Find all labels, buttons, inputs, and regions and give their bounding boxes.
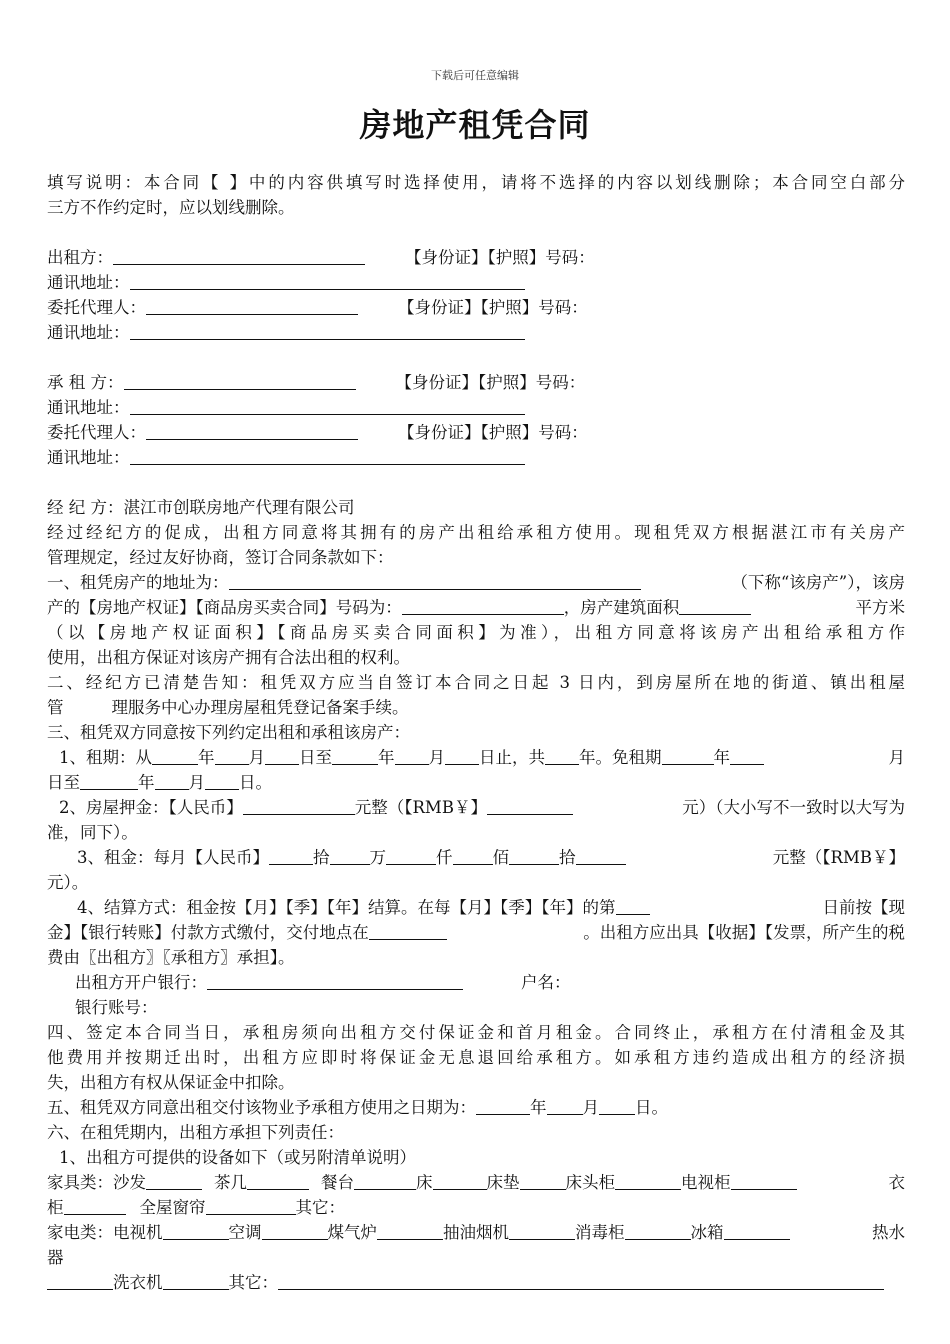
unit-bai: 佰 — [492, 848, 509, 867]
account-number-label: 银行账号： — [75, 998, 158, 1017]
term-end-day[interactable] — [445, 747, 479, 765]
deposit-line-2: 准，同下）。 — [47, 823, 138, 842]
tv-cabinet-field[interactable] — [731, 1172, 797, 1190]
term-years[interactable] — [545, 747, 579, 765]
unit-qian: 仟 — [436, 848, 453, 867]
month-label: 月 — [428, 748, 445, 767]
lessor-agent-field[interactable] — [146, 297, 358, 315]
term-start-day[interactable] — [265, 747, 299, 765]
year-label: 年 — [378, 748, 395, 767]
free-period-label: 年。免租期 — [579, 748, 662, 767]
handover-year[interactable] — [476, 1097, 530, 1115]
deposit-rmb-label: 元整（【RMB￥】 — [354, 798, 487, 817]
nightstand-label: 床头柜 — [565, 1173, 615, 1192]
clause6-equip: 1、出租方可提供的设备如下（或另附清单说明） — [59, 1148, 416, 1167]
appliances-line-3 — [47, 1270, 905, 1295]
lessee-address-field[interactable] — [130, 397, 525, 415]
year-label: 年 — [198, 748, 215, 767]
month-label: 月 — [248, 748, 265, 767]
day-to-label: 日至 — [299, 748, 332, 767]
nightstand-field[interactable] — [615, 1172, 681, 1190]
clause1-cert-label: 产的【房地产权证】【商品房买卖合同】号码为： — [47, 598, 402, 617]
ac-field[interactable] — [262, 1222, 328, 1240]
lessor-agent-address-label: 通讯地址： — [47, 323, 130, 342]
unit-shi: 拾 — [313, 848, 330, 867]
free-day-to-label: 日至 — [47, 773, 80, 792]
lessee-agent-row — [47, 420, 905, 445]
handover-label: 五、租凭双方同意出租交付该物业予承租方使用之日期为： — [47, 1098, 476, 1117]
area-field[interactable] — [679, 597, 751, 615]
stove-label: 煤气炉 — [327, 1223, 377, 1242]
lessor-agent-row — [47, 295, 905, 320]
settlement-line-3: 费由〖出租方〗〖承租方〗承担】。 — [47, 948, 295, 967]
appliance-other-label: 其它： — [228, 1273, 278, 1292]
term-end-month[interactable] — [395, 747, 429, 765]
lessee-agent-field[interactable] — [146, 422, 358, 440]
curtains-field[interactable] — [206, 1197, 296, 1215]
deposit-line-1 — [47, 795, 905, 820]
dining-table-field[interactable] — [354, 1172, 416, 1190]
month-label: 月 — [888, 748, 905, 767]
lessee-agent-address-field[interactable] — [130, 447, 525, 465]
lessor-name-field[interactable] — [113, 247, 365, 265]
lessee-agent-label: 委托代理人： — [47, 423, 146, 442]
rent-yuan[interactable] — [576, 847, 626, 865]
lessee-agent-address-row — [47, 445, 905, 470]
settlement-receipt-label: 。出租方应出具【收据】【发票，所产生的税 — [583, 923, 905, 942]
month-label: 月 — [582, 1098, 599, 1117]
term-line-2 — [47, 770, 905, 795]
fridge-field[interactable] — [724, 1222, 790, 1240]
intro-line-1: 经过经纪方的促成，出租方同意将其拥有的房产出租给承租方使用。现租凭双方根据湛江市有关房产 — [47, 523, 905, 542]
disinfect-label: 消毒柜 — [575, 1223, 625, 1242]
furniture-line-2 — [47, 1195, 905, 1220]
broker-row — [47, 495, 905, 520]
settlement-line-1 — [47, 895, 905, 920]
appliance-tv-label: 家电类：电视机 — [47, 1223, 163, 1242]
lessee-row — [47, 370, 905, 395]
disinfect-field[interactable] — [625, 1222, 691, 1240]
settlement-method-label: 日前按【现 — [822, 898, 905, 917]
furniture-sofa-label: 家具类：沙发 — [47, 1173, 146, 1192]
clause3-heading: 三、租凭双方同意按下列约定出租和承租该房产： — [47, 723, 410, 742]
clause5-line — [47, 1095, 905, 1120]
rent-label: 3、租金：每月【人民币】 — [77, 848, 269, 867]
rent-shi[interactable] — [509, 847, 559, 865]
hood-field[interactable] — [509, 1222, 575, 1240]
wardrobe-field[interactable] — [64, 1197, 126, 1215]
day-label: 日。 — [635, 1098, 668, 1117]
settlement-day-field[interactable] — [616, 897, 650, 915]
rent-rmb-label: 元整（【RMB￥】 — [772, 848, 905, 867]
clause1-area-unit: 平方米 — [855, 598, 905, 617]
hood-label: 抽油烟机 — [443, 1223, 509, 1242]
tv-field[interactable] — [163, 1222, 229, 1240]
sofa-field[interactable] — [146, 1172, 202, 1190]
cert-number-field[interactable] — [402, 597, 564, 615]
lessee-agent-address-label: 通讯地址： — [47, 448, 130, 467]
free-start-month[interactable] — [730, 747, 764, 765]
handover-month[interactable] — [547, 1097, 583, 1115]
day-end-label: 日。 — [239, 773, 272, 792]
bank-field[interactable] — [207, 972, 463, 990]
rent-qian[interactable] — [386, 847, 436, 865]
rent-wan[interactable] — [330, 847, 370, 865]
term-start-year[interactable] — [152, 747, 198, 765]
year-label: 年 — [713, 748, 730, 767]
lessor-id-label: 【身份证】【护照】号码： — [405, 248, 595, 267]
settlement-place-label: 金】【银行转账】付款方式缴付，交付地点在 — [47, 923, 369, 942]
clause1-area-label: ，房产建筑面积 — [563, 598, 680, 617]
lessor-agent-address-row — [47, 320, 905, 345]
settlement-line-2 — [47, 920, 905, 945]
washer-field[interactable] — [163, 1272, 229, 1290]
appliances-line-1 — [47, 1220, 905, 1245]
day-end-label: 日止，共 — [479, 748, 545, 767]
washer-label: 洗衣机 — [113, 1273, 163, 1292]
broker-name: 湛江市创联房地产代理有限公司 — [123, 498, 355, 517]
stove-field[interactable] — [377, 1222, 443, 1240]
clause1-line-1 — [47, 570, 905, 595]
deposit-label: 2、房屋押金：【人民币】 — [59, 798, 243, 817]
page-title: 房地产租凭合同 — [359, 106, 591, 144]
free-end-year[interactable] — [80, 772, 138, 790]
fridge-label: 冰箱 — [690, 1223, 724, 1242]
clause4-line-2: 他费用并按期迁出时，出租方应即时将保证金无息退回给承租方。如承租方违约造成出租方的经济损 — [47, 1048, 905, 1067]
deposit-rmb-field[interactable] — [487, 797, 573, 815]
curtains-label: 全屋窗帘 — [139, 1198, 206, 1217]
clause1-line-2 — [47, 595, 905, 620]
mattress-label: 床垫 — [486, 1173, 520, 1192]
lessor-address-label: 通讯地址： — [47, 273, 130, 292]
lessee-address-label: 通讯地址： — [47, 398, 130, 417]
free-start-year[interactable] — [662, 747, 714, 765]
clause1-address-label: 一、租凭房产的地址为： — [47, 573, 229, 592]
settlement-label: 4、结算方式：租金按【月】【季】【年】结算。在每【月】【季】【年】的第 — [77, 898, 616, 917]
account-name-label: 户名： — [521, 973, 571, 992]
year-label: 年 — [138, 773, 155, 792]
deposit-amount-field[interactable] — [243, 797, 355, 815]
lessee-agent-id-label: 【身份证】【护照】号码： — [398, 423, 588, 442]
free-end-day[interactable] — [205, 772, 239, 790]
year-label: 年 — [530, 1098, 547, 1117]
instructions-line-1: 填写说明：本合同【 】中的内容供填写时选择使用，请将不选择的内容以划线删除；本合同空白部分 — [47, 173, 905, 192]
clause4-line-1: 四、签定本合同当日，承租房须向出租方交付保证金和首月租金。合同终止，承租方在付清租金及其 — [47, 1023, 905, 1042]
header-note: 下载后可任意编辑 — [431, 69, 519, 82]
dining-table-label: 餐台 — [321, 1173, 354, 1192]
clause4-line-3: 失，出租方有权从保证金中扣除。 — [47, 1073, 295, 1092]
clause1-line-3: （以【房地产权证面积】【商品房买卖合同面积】为准），出租方同意将该房产出租给承租方作 — [47, 623, 905, 642]
free-end-month[interactable] — [155, 772, 189, 790]
clause6-heading: 六、在租凭期内，出租方承担下列责任： — [47, 1123, 344, 1142]
term-label: 1、租期：从 — [59, 748, 152, 767]
tea-table-label: 茶几 — [214, 1173, 247, 1192]
ac-label: 空调 — [228, 1223, 262, 1242]
lessor-agent-id-label: 【身份证】【护照】号码： — [398, 298, 588, 317]
settlement-place-field[interactable] — [369, 922, 447, 940]
bed-label: 床 — [416, 1173, 433, 1192]
clause2-line-2 — [47, 695, 905, 720]
bank-label: 出租方开户银行： — [75, 973, 207, 992]
bed-field[interactable] — [433, 1172, 487, 1190]
heater-label-1: 热水 — [872, 1223, 905, 1242]
lessor-agent-label: 委托代理人： — [47, 298, 146, 317]
rent-bai[interactable] — [453, 847, 493, 865]
lessor-address-field[interactable] — [130, 272, 525, 290]
term-end-year[interactable] — [332, 747, 378, 765]
bank-row — [47, 970, 905, 995]
lessee-id-label: 【身份证】【护照】号码： — [395, 373, 586, 392]
property-address-field[interactable] — [229, 572, 641, 590]
lessee-name-field[interactable] — [124, 372, 356, 390]
term-line-1 — [47, 745, 905, 770]
unit-shi: 拾 — [559, 848, 576, 867]
instructions-line-2: 三方不作约定时，应以划线删除。 — [47, 198, 295, 217]
tv-cabinet-label: 电视柜 — [681, 1173, 731, 1192]
unit-wan: 万 — [369, 848, 386, 867]
lessee-label: 承 租 方： — [47, 373, 124, 392]
rent-shiwan[interactable] — [269, 847, 313, 865]
heater-field[interactable] — [47, 1272, 113, 1290]
intro-line-2: 管理规定，经过友好协商，签订合同条款如下： — [47, 548, 394, 567]
clause2-fragment-b: 理服务中心办理房屋租凭登记备案手续。 — [111, 698, 409, 717]
rent-line-1 — [47, 845, 905, 870]
mattress-field[interactable] — [520, 1172, 566, 1190]
broker-label: 经 纪 方： — [47, 498, 124, 517]
account-row — [47, 995, 905, 1020]
clause2-line-1: 二、经纪方已清楚告知：租凭双方应当自签订本合同之日起 3 日内，到房屋所在地的街道、镇出租屋 — [47, 673, 905, 692]
handover-day[interactable] — [599, 1097, 635, 1115]
month-label: 月 — [188, 773, 205, 792]
furniture-other-label: 其它： — [295, 1198, 345, 1217]
wardrobe-label-2: 柜 — [47, 1198, 64, 1217]
term-start-month[interactable] — [215, 747, 249, 765]
appliances-line-2: 器 — [47, 1248, 64, 1267]
rent-line-2: 元）。 — [47, 873, 89, 892]
deposit-note: 元）（大小写不一致时以大写为 — [682, 798, 905, 817]
furniture-line-1 — [47, 1170, 905, 1195]
lessor-label: 出租方： — [47, 248, 113, 267]
clause1-line-4: 使用，出租方保证对该房产拥有合法出租的权利。 — [47, 648, 410, 667]
clause1-alias: （下称“该房产”），该房 — [731, 573, 905, 592]
lessor-address-row — [47, 270, 905, 295]
appliance-other-field[interactable] — [278, 1272, 884, 1290]
wardrobe-label-1: 衣 — [888, 1173, 905, 1192]
lessee-address-row — [47, 395, 905, 420]
lessor-agent-address-field[interactable] — [130, 322, 525, 340]
lessor-row — [47, 245, 905, 270]
tea-table-field[interactable] — [247, 1172, 309, 1190]
clause2-fragment-a: 管 — [47, 698, 64, 717]
